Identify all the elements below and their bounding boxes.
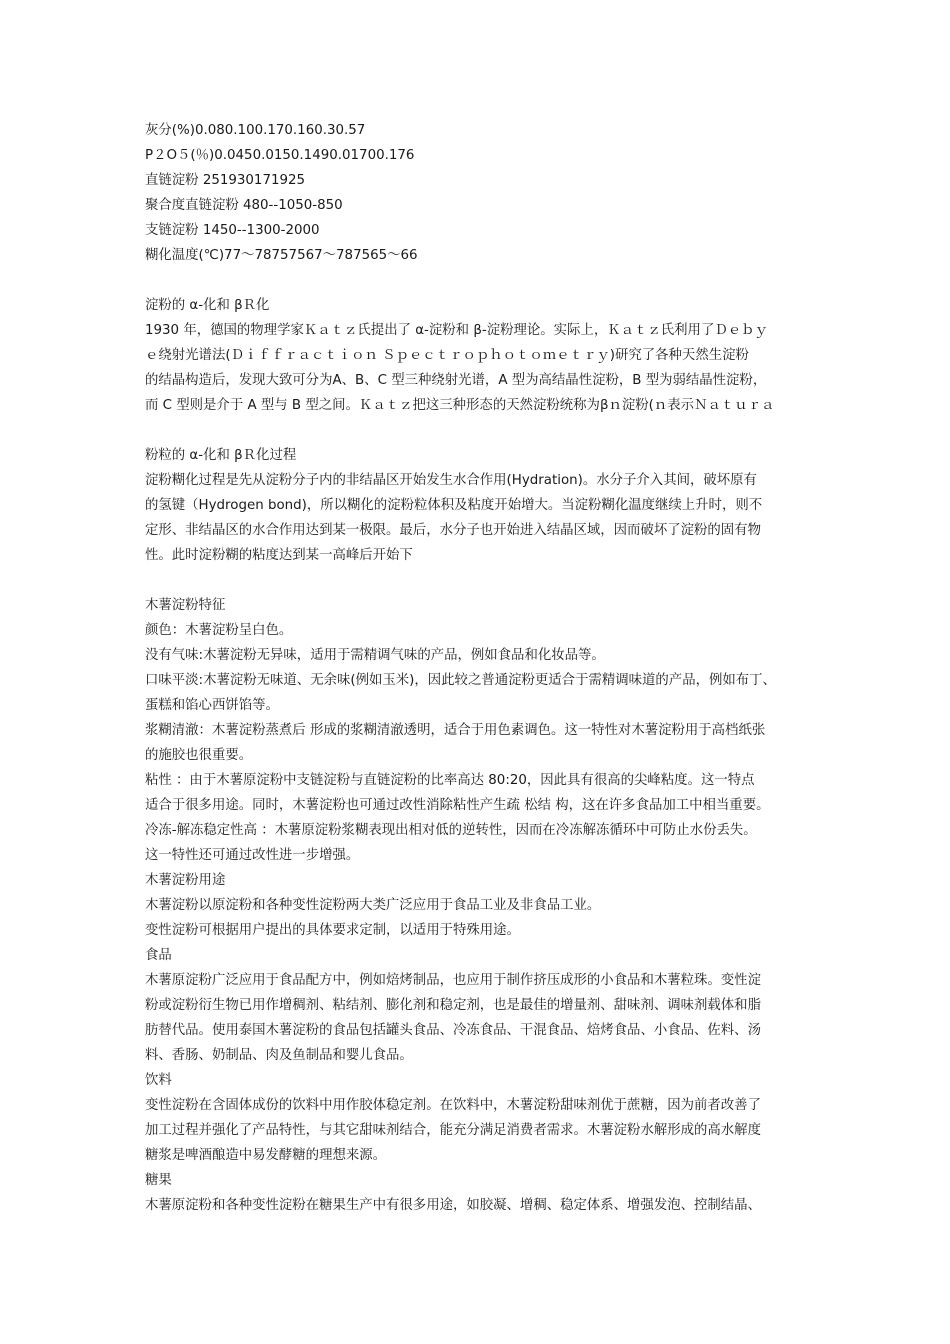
paragraph-line: 的结晶构造后，发现大致可分为A、B、C 型三种绕射光谱，A 型为高结晶性淀粉，B 型为弱结晶性淀粉， — [145, 373, 767, 388]
paragraph-line: 蛋糕和馅心西饼馅等。 — [145, 698, 279, 713]
paragraph-line: 的氢键（Hydrogen bond)，所以糊化的淀粉粒体积及粘度开始增大。当淀粉糊化温度继续上升时，则不 — [145, 498, 763, 513]
paragraph-line: ｅ绕射光谱法(Ｄｉｆｆｒａｃｔｉｏｎ Ｓｐｅｃｔｒｏｐｈｏｔｏｍｅｔｒｙ)研究了各种天然生淀粉 — [145, 348, 749, 363]
section-granule — [145, 443, 809, 568]
paragraph-line: 变性淀粉可根据用户提出的具体要求定制，以适用于特殊用途。 — [145, 923, 520, 938]
paragraph-line: 没有气味:木薯淀粉无异味，适用于需精调气味的产品，例如食品和化妆品等。 — [145, 648, 605, 663]
subsection-heading: 食品 — [145, 948, 172, 963]
table-row-p2o5: P２O５(％)0.0450.0150.1490.01700.176 — [145, 148, 415, 163]
paragraph-line: 定形、非结晶区的水合作用达到某一极限。最后，水分子也开始进入结晶区域，因而破坏了淀粉的固有物 — [145, 523, 761, 538]
paragraph-line: 粘性 ：由于木薯原淀粉中支链淀粉与直链淀粉的比率高达 80:20，因此具有很高的尖峰粘度。这一特点 — [145, 773, 755, 788]
table-row-amylose-dp: 聚合度直链淀粉 480--1050-850 — [145, 198, 343, 213]
property-table — [145, 118, 809, 268]
paragraph-line: 糖浆是啤酒酿造中易发酵糖的理想来源。 — [145, 1148, 387, 1163]
paragraph-line: 木薯淀粉以原淀粉和各种变性淀粉两大类广泛应用于食品工业及非食品工业。 — [145, 898, 601, 913]
paragraph-line: 颜色：木薯淀粉呈白色。 — [145, 623, 293, 638]
document-page — [145, 118, 809, 1218]
paragraph-line: 肪替代品。使用泰国木薯淀粉的食品包括罐头食品、冷冻食品、干混食品、焙烤食品、小食品、佐料、汤 — [145, 1023, 761, 1038]
paragraph-line: 木薯原淀粉广泛应用于食品配方中，例如焙烤制品，也应用于制作挤压成形的小食品和木薯粒珠。变性淀 — [145, 973, 761, 988]
paragraph-line: 浆糊清澈：木薯淀粉蒸煮后 形成的浆糊清澈透明，适合于用色素调色。这一特性对木薯淀粉用于高档纸张 — [145, 723, 766, 738]
paragraph-line: 口味平淡:木薯淀粉无味道、无余味(例如玉米)，因此较之普通淀粉更适合于需精调味道的产品，例如布丁、 — [145, 673, 776, 688]
paragraph-line: 木薯原淀粉和各种变性淀粉在糖果生产中有很多用途，如胶凝、增稠、稳定体系、增强发泡、控制结晶、 — [145, 1198, 761, 1213]
table-row-gelatinization-temp: 糊化温度(℃)77～78757567～787565～66 — [145, 248, 418, 263]
paragraph-line: 性。此时淀粉糊的粘度达到某一高峰后开始下 — [145, 548, 413, 563]
section-heading: 淀粉的 α-化和 βＲ化 — [145, 298, 270, 313]
table-row-ash: 灰分(%)0.080.100.170.160.30.57 — [145, 123, 366, 138]
paragraph-line: 的施胶也很重要。 — [145, 748, 253, 763]
section-tapioca — [145, 593, 809, 1218]
paragraph-line: 这一特性还可通过改性进一步增强。 — [145, 848, 360, 863]
paragraph-line: 加工过程并强化了产品特性，与其它甜味剂结合，能充分满足消费者需求。木薯淀粉水解形成的高水解度 — [145, 1123, 761, 1138]
subsection-heading: 木薯淀粉用途 — [145, 873, 226, 888]
section-heading: 粉粒的 α-化和 βＲ化过程 — [145, 448, 297, 463]
subsection-heading: 饮料 — [145, 1073, 172, 1088]
paragraph-line: 变性淀粉在含固体成份的饮料中用作胶体稳定剂。在饮料中，木薯淀粉甜味剂优于蔗糖，因为前者改善了 — [145, 1098, 761, 1113]
subsection-heading: 糖果 — [145, 1173, 172, 1188]
paragraph-line: 粉或淀粉衍生物已用作增稠剂、粘结剂、膨化剂和稳定剂，也是最佳的增量剂、甜味剂、调味剂载体和脂 — [145, 998, 761, 1013]
paragraph-line: 料、香肠、奶制品、肉及鱼制品和婴儿食品。 — [145, 1048, 413, 1063]
paragraph-line: 淀粉糊化过程是先从淀粉分子内的非结晶区开始发生水合作用(Hydration)。水分子介入其间，破坏原有 — [145, 473, 757, 488]
paragraph-line: 适合于很多用途。同时，木薯淀粉也可通过改性消除粘性产生疏 松结 构，这在许多食品加工中相当重要。 — [145, 798, 770, 813]
section-alpha-beta — [145, 293, 809, 418]
table-row-amylose: 直链淀粉 251930171925 — [145, 173, 306, 188]
paragraph-line: 1930 年，德国的物理学家Ｋａｔｚ氏提出了 α-淀粉和 β-淀粉理论。实际上，Ｋａｔｚ氏利用了Ｄｅｂｙ — [145, 323, 768, 338]
table-row-amylopectin: 支链淀粉 1450--1300-2000 — [145, 223, 320, 238]
paragraph-line: 冷冻-解冻稳定性高 ：木薯原淀粉浆糊表现出相对低的逆转性，因而在冷冻解冻循环中可防止水份丢失。 — [145, 823, 757, 838]
section-heading: 木薯淀粉特征 — [145, 598, 226, 613]
paragraph-line: 而 C 型则是介于 A 型与 B 型之间。Ｋａｔｚ把这三种形态的天然淀粉统称为βｎ淀粉(ｎ表示Ｎａｔｕｒａ — [145, 398, 775, 413]
